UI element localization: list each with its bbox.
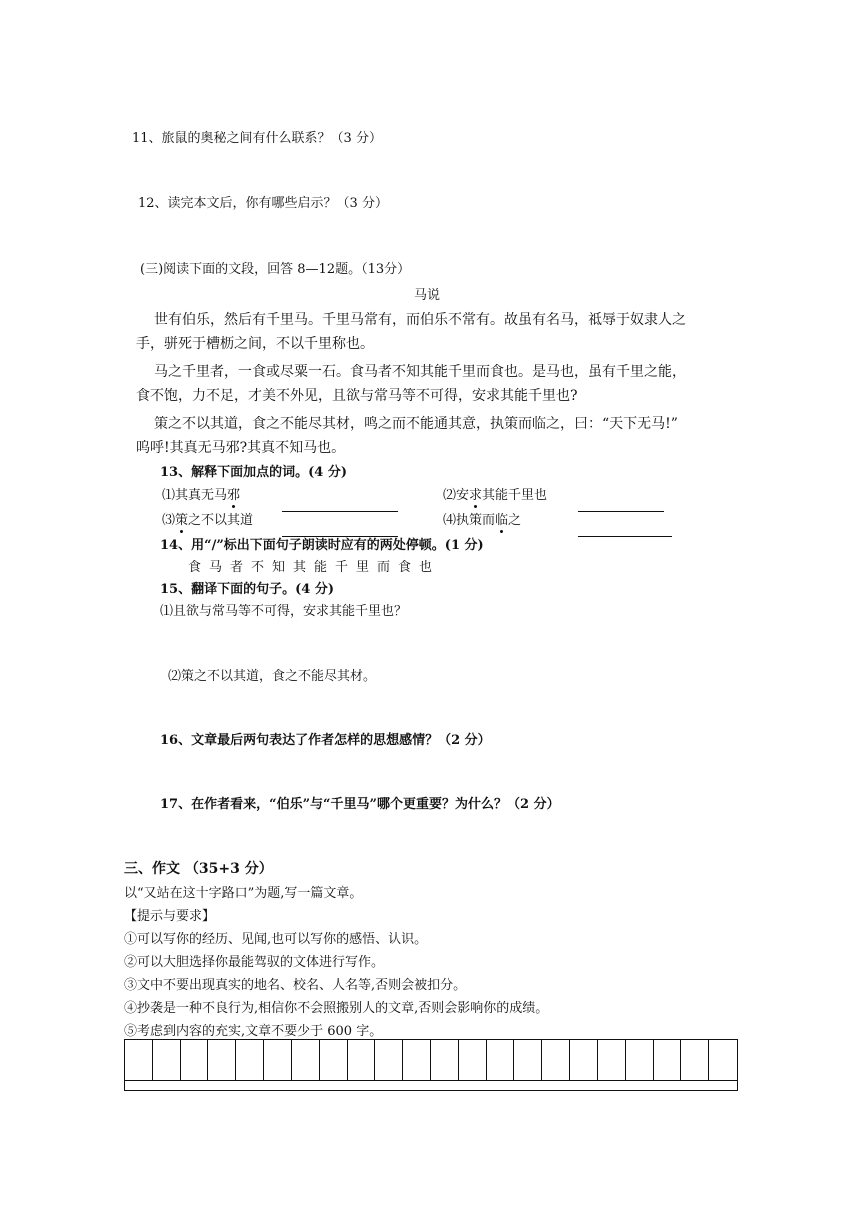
writing-grid-cell[interactable]: [236, 1040, 264, 1080]
question-16: 16、文章最后两句表达了作者怎样的思想感情？（2 分）: [160, 733, 491, 748]
passage-p3-line1: 策之不以其道，食之不能尽其材，鸣之而不能通其意，执策而临之，曰：“天下无马!”: [154, 416, 678, 432]
writing-grid-cell[interactable]: [681, 1040, 709, 1080]
writing-grid-cell[interactable]: [654, 1040, 682, 1080]
composition-tip-5: ⑤考虑到内容的充实,文章不要少于 600 字。: [124, 1024, 383, 1039]
passage-p3-line2: 呜呼!其真无马邪?其真不知马也。: [136, 440, 346, 456]
composition-tip-2: ②可以大胆选择你最能驾驭的文体进行写作。: [124, 955, 385, 970]
writing-grid[interactable]: [124, 1039, 738, 1091]
writing-grid-cell[interactable]: [348, 1040, 376, 1080]
composition-heading: 三、作文 （35+3 分）: [124, 861, 273, 877]
passage-p1-line2: 手，骈死于槽枥之间，不以千里称也。: [136, 336, 374, 352]
section3-heading: (三)阅读下面的文段，回答 8—12题。（13分）: [140, 262, 411, 277]
composition-prompt: 以“又站在这十字路口”为题,写一篇文章。: [124, 886, 363, 901]
passage-p2-line2: 食不饱，力不足，才美不外见，且欲与常马等不可得，安求其能千里也?: [136, 388, 578, 404]
q14-sentence: 食马者不知其能千里而食也: [188, 560, 441, 575]
composition-tip-4: ④抄袭是一种不良行为,相信你不会照搬别人的文章,否则会影响你的成绩。: [124, 1001, 549, 1016]
q13-item-4: ⑷执策而临之: [443, 513, 522, 528]
writing-grid-cell[interactable]: [208, 1040, 236, 1080]
writing-grid-cell[interactable]: [598, 1040, 626, 1080]
writing-grid-cell[interactable]: [431, 1040, 459, 1080]
question-14-label: 14、用“/”标出下面句子朗读时应有的两处停顿。(1 分): [160, 538, 484, 553]
question-15-label: 15、翻译下面的句子。(4 分): [160, 582, 334, 597]
passage-p2-line1: 马之千里者，一食或尽粟一石。食马者不知其能千里而食也。是马也，虽有千里之能，: [154, 364, 686, 380]
q13-blank-2[interactable]: [578, 497, 664, 516]
writing-grid-cell[interactable]: [125, 1040, 153, 1080]
writing-grid-row: [125, 1040, 737, 1081]
writing-grid-cell[interactable]: [264, 1040, 292, 1080]
writing-grid-cell[interactable]: [320, 1040, 348, 1080]
composition-tip-3: ③文中不要出现真实的地名、校名、人名等,否则会被扣分。: [124, 978, 467, 993]
q13-item-3: ⑶策之不以其道: [162, 513, 254, 528]
writing-grid-cell[interactable]: [487, 1040, 515, 1080]
question-12: 12、读完本文后，你有哪些启示？（3 分）: [138, 196, 388, 211]
writing-grid-cell[interactable]: [514, 1040, 542, 1080]
q13-blank-1[interactable]: [282, 497, 398, 516]
composition-tip-1: ①可以写你的经历、见闻,也可以写你的感悟、认识。: [124, 932, 428, 947]
q13-item-2: ⑵安求其能千里也: [443, 488, 548, 503]
question-11: 11、旅鼠的奥秘之间有什么联系？（3 分）: [132, 131, 382, 146]
question-17: 17、在作者看来，“伯乐”与“千里马”哪个更重要？为什么？（2 分）: [160, 797, 560, 812]
writing-grid-cell[interactable]: [181, 1040, 209, 1080]
passage-p1-line1: 世有伯乐，然后有千里马。千里马常有，而伯乐不常有。故虽有名马，祗辱于奴隶人之: [154, 312, 686, 328]
writing-grid-cell[interactable]: [375, 1040, 403, 1080]
q15-sentence-1: ⑴且欲与常马等不可得，安求其能千里也？: [160, 604, 408, 619]
q15-sentence-2: ⑵策之不以其道，食之不能尽其材。: [168, 669, 377, 684]
writing-grid-cell[interactable]: [292, 1040, 320, 1080]
question-13-label: 13、解释下面加点的词。(4 分): [160, 465, 347, 480]
writing-grid-cell[interactable]: [459, 1040, 487, 1080]
composition-tips-title: 【提示与要求】: [124, 909, 216, 924]
writing-grid-cell[interactable]: [542, 1040, 570, 1080]
writing-grid-cell[interactable]: [626, 1040, 654, 1080]
q13-item-1: ⑴其真无马邪: [162, 488, 241, 503]
writing-grid-cell[interactable]: [153, 1040, 181, 1080]
writing-grid-cell[interactable]: [570, 1040, 598, 1080]
writing-grid-cell[interactable]: [403, 1040, 431, 1080]
passage-title: 马说: [414, 288, 441, 303]
q13-blank-4[interactable]: [578, 522, 672, 541]
